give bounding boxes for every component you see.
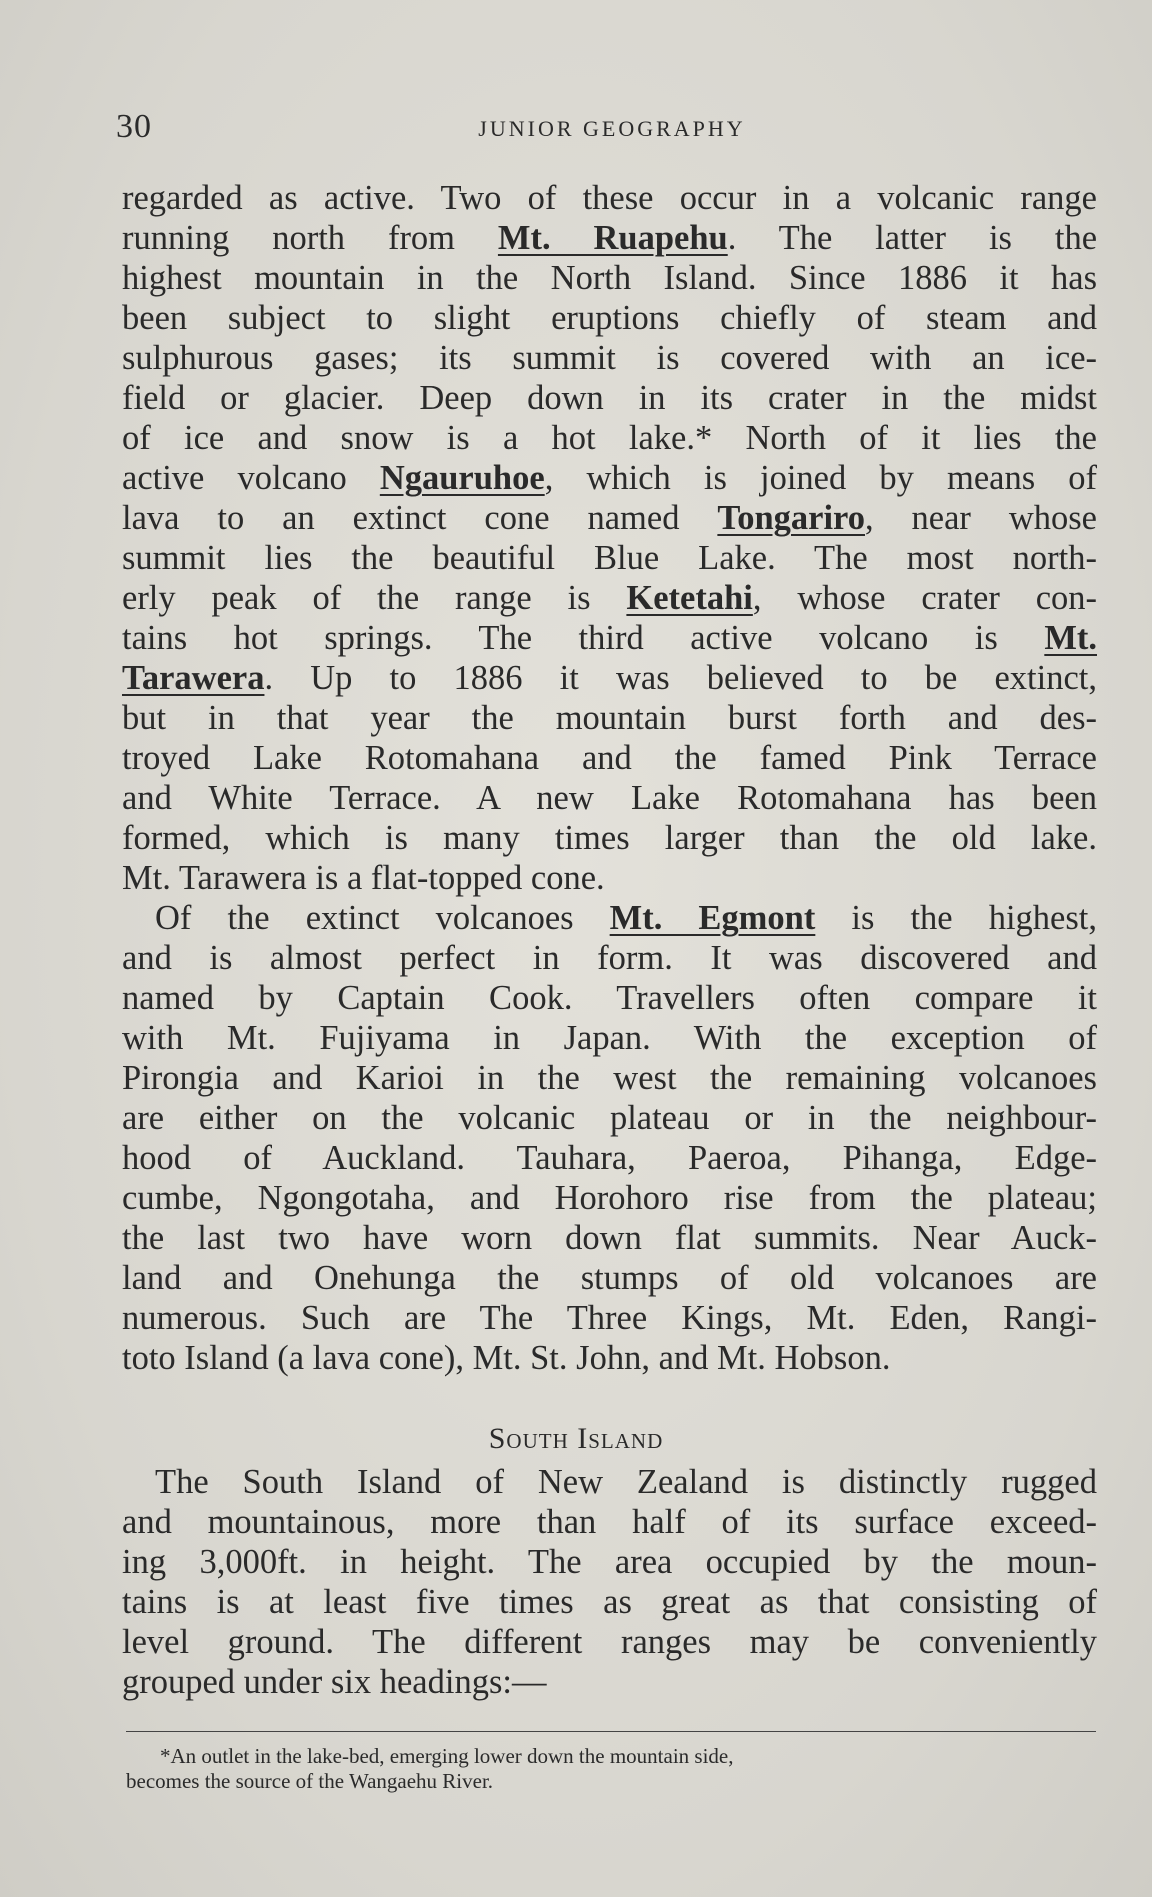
text-line: becomes the source of the Wangaehu River. <box>126 1769 494 1793</box>
text-line: are either on the volcanic plateau or in the neighbour- <box>122 1099 1097 1137</box>
section-heading-south-island: South Island <box>488 1422 664 1455</box>
text-line: ing 3,000ft. in height. The area occupied by the moun- <box>122 1543 1097 1581</box>
running-title: JUNIOR GEOGRAPHY <box>478 116 746 141</box>
text-line: field or glacier. Deep down in its crater in the midst <box>122 379 1097 417</box>
text-line: erly peak of the range is Ketetahi, whose crater con- <box>122 579 1097 617</box>
text-line: regarded as active. Two of these occur in a volcanic range <box>122 179 1097 217</box>
text-line: troyed Lake Rotomahana and the famed Pink Terrace <box>122 739 1097 777</box>
place-name: Mt. <box>1044 619 1097 657</box>
text-line: Tarawera. Up to 1886 it was believed to be extinct, <box>122 659 1097 697</box>
text-line: tains is at least five times as great as that consisting of <box>122 1583 1097 1621</box>
text-line: highest mountain in the North Island. Since 1886 it has <box>122 259 1097 297</box>
text-line: with Mt. Fujiyama in Japan. With the exception of <box>122 1019 1097 1057</box>
text-line: and White Terrace. A new Lake Rotomahana has been <box>122 779 1097 817</box>
text-line: *An outlet in the lake-bed, emerging lower down the mountain side, <box>160 1744 734 1768</box>
place-name: Mt. Egmont <box>609 899 816 937</box>
footnote-divider <box>126 1731 1096 1732</box>
paragraph-volcanic-range <box>122 178 1097 898</box>
footnote <box>126 1744 1096 1794</box>
text-line: tains hot springs. The third active volcano is Mt. <box>122 619 1097 657</box>
place-name: Ketetahi <box>626 579 753 617</box>
text-line: the last two have worn down flat summits. Near Auck- <box>122 1219 1097 1257</box>
paragraph-south-island <box>122 1462 1097 1702</box>
paragraph-extinct-volcanoes <box>122 898 1097 1378</box>
text-line: sulphurous gases; its summit is covered with an ice- <box>122 339 1097 377</box>
page-header <box>116 108 1100 152</box>
text-line: cumbe, Ngongotaha, and Horohoro rise from the plateau; <box>122 1179 1097 1217</box>
text-line: level ground. The different ranges may be conveniently <box>122 1623 1097 1661</box>
text-line: summit lies the beautiful Blue Lake. The most north- <box>122 539 1097 577</box>
text-line: Mt. Tarawera is a flat-topped cone. <box>122 859 605 897</box>
text-line: named by Captain Cook. Travellers often compare it <box>122 979 1097 1017</box>
text-line: Of the extinct volcanoes Mt. Egmont is the highest, <box>155 899 1097 937</box>
text-line: Pirongia and Karioi in the west the remaining volcanoes <box>122 1059 1097 1097</box>
text-line: been subject to slight eruptions chiefly of steam and <box>122 299 1097 337</box>
place-name: Mt. Ruapehu <box>497 219 728 257</box>
text-line: numerous. Such are The Three Kings, Mt. Eden, Rangi- <box>122 1299 1097 1337</box>
text-line: and mountainous, more than half of its surface exceed- <box>122 1503 1097 1541</box>
text-line: grouped under six headings:— <box>122 1663 547 1701</box>
text-line: lava to an extinct cone named Tongariro, near whose <box>122 499 1097 537</box>
page-number: 30 <box>116 108 152 145</box>
text-line: and is almost perfect in form. It was discovered and <box>122 939 1097 977</box>
place-name: Tongariro <box>717 499 865 537</box>
text-line: hood of Auckland. Tauhara, Paeroa, Pihanga, Edge- <box>122 1139 1097 1177</box>
text-line: running north from Mt. Ruapehu. The latter is the <box>122 219 1098 257</box>
text-line: The South Island of New Zealand is distinctly rugged <box>155 1463 1097 1501</box>
place-name: Tarawera <box>122 659 265 697</box>
text-line: of ice and snow is a hot lake.* North of it lies the <box>122 419 1097 457</box>
text-line: but in that year the mountain burst forth and des- <box>122 699 1097 737</box>
text-line: formed, which is many times larger than the old lake. <box>122 819 1097 857</box>
text-line: active volcano Ngauruhoe, which is joined by means of <box>122 459 1097 497</box>
text-line: land and Onehunga the stumps of old volcanoes are <box>122 1259 1097 1297</box>
place-name: Ngauruhoe <box>379 459 545 497</box>
text-line: toto Island (a lava cone), Mt. St. John, and Mt. Hobson. <box>122 1339 891 1377</box>
